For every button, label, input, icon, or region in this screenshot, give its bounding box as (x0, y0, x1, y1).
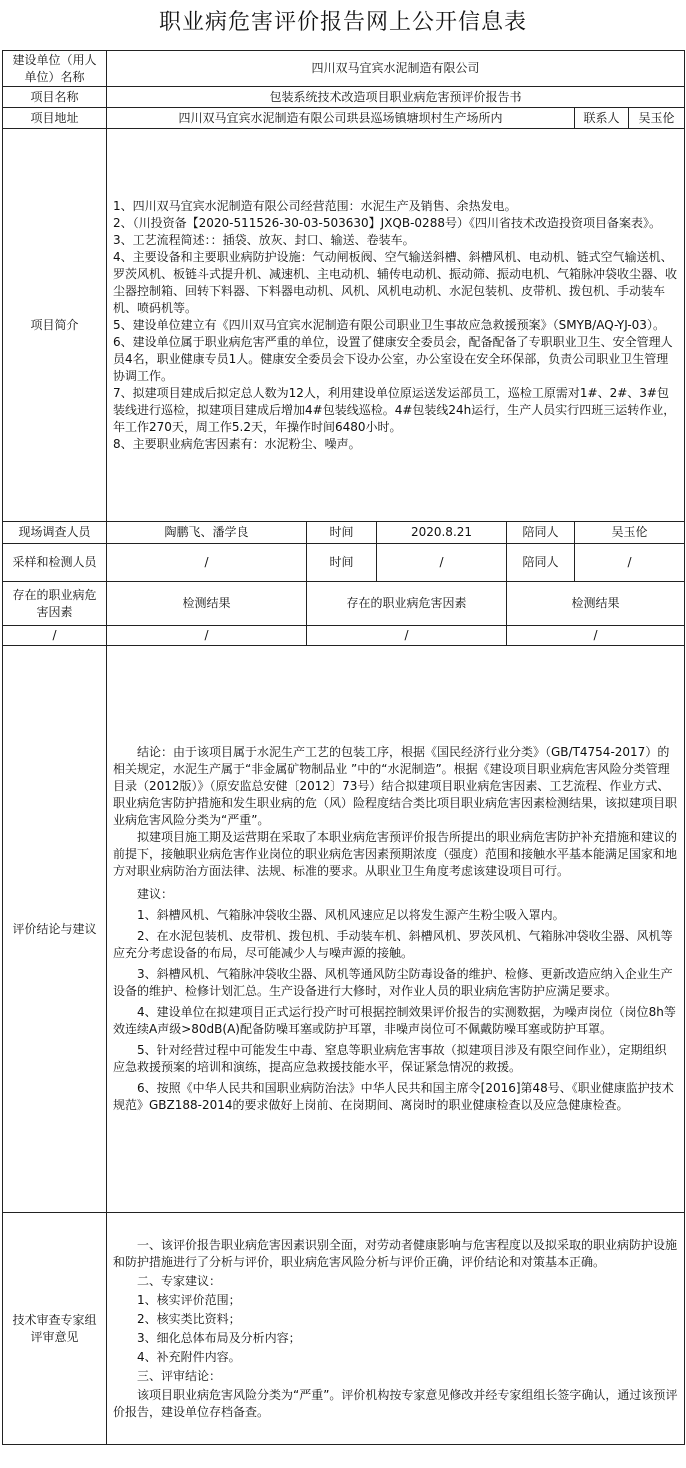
summary-para: 2、（川投资备【2020-511526-30-03-503630】JXQB-0288号）《四川省技术改造投资项目备案表》。 (113, 215, 661, 230)
summary-para: 4、主要设备和主要职业病防护设施：气动闸板阀、空气输送斜槽、斜槽风机、电动机、链式空气输送机、罗茨风机、板链斗式提升机、减速机、主电动机、辅传电动机、振动筛、振动电机、气箱脉冲袋收尘器、收尘器控制箱、回转下料器、下料器电动机、风机、风机电动机、水泥包装机、皮带机、拨包机、手动装车机、喷码机等。 (113, 249, 678, 315)
page-title: 职业病危害评价报告网上公开信息表 (158, 10, 527, 35)
summary-para: 5、建设单位建立有《四川双马宜宾水泥制造有限公司职业卫生事故应急救援预案》（SMYB/AQ-YJ-03）。 (113, 317, 665, 332)
summary-content (107, 129, 685, 522)
evaluation-para: 3、斜槽风机、气箱脉冲袋收尘器、风机等通风防尘防毒设备的维护、检修、更新改造应纳入企业生产设备的维护、检修计划汇总。生产设备进行大修时，对作业人员的职业病危害防护应满足要求。 (113, 967, 673, 998)
evaluation-label: 评价结论与建议 (3, 646, 107, 1213)
sampling-escort-label: 陪同人 (507, 544, 575, 582)
evaluation-para: 建议： (137, 887, 174, 901)
project-name-label: 项目名称 (3, 87, 107, 108)
contact-value: 吴玉伦 (629, 108, 685, 129)
review-para: 一、该评价报告职业病危害因素识别全面，对劳动者健康影响与危害程度以及拟采取的职业病防护设施和防护措施进行了分析与评价，职业病危害风险分析与评价正确，评价结论和对策基本正确。 (113, 1237, 678, 1269)
sampling-label: 采样和检测人员 (3, 544, 107, 582)
sampling-time-value: / (377, 544, 507, 582)
review-para: 该项目职业病危害风险分类为“严重”。评价机构按专家意见修改并经专家组组长签字确认，通过该预评价报告，建设单位存档备查。 (113, 1387, 678, 1419)
evaluation-para: 6、按照《中华人民共和国职业病防治法》中华人民共和国主席令[2016]第48号、《职业健康监护技术规范》GBZ188-2014的要求做好上岗前、在岗期间、离岗时的职业健康检查以及应急健康检查。 (113, 1081, 674, 1112)
row-project-name (3, 87, 685, 108)
summary-para: 1、四川双马宜宾水泥制造有限公司经营范围：水泥生产及销售、余热发电。 (113, 198, 517, 213)
survey-time-label: 时间 (307, 522, 377, 544)
review-para: 3、细化总体布局及分析内容； (137, 1330, 301, 1345)
sampling-value: / (107, 544, 307, 582)
review-para: 2、核实类比资料； (137, 1311, 241, 1326)
hazards-value-3: / (307, 626, 507, 646)
evaluation-para: 1、斜槽风机、气箱脉冲袋收尘器、风机风速应足以将发生源产生粉尘吸入罩内。 (137, 908, 565, 922)
review-para: 三、评审结论： (137, 1368, 222, 1383)
review-para: 1、核实评价范围； (137, 1292, 241, 1307)
evaluation-content (107, 646, 685, 1213)
sampling-escort-value: / (575, 544, 685, 582)
hazards-value-2: / (107, 626, 307, 646)
hazards-label-1: 存在的职业病危害因素 (3, 582, 107, 626)
hazards-value-4: / (507, 626, 685, 646)
survey-time-value: 2020.8.21 (377, 522, 507, 544)
hazards-label-4: 检测结果 (507, 582, 685, 626)
summary-para: 3、工艺流程简述：：插袋、放灰、封口、输送、卷装车。 (113, 232, 415, 247)
row-summary (3, 129, 685, 522)
row-sampling (3, 544, 685, 582)
project-address-label: 项目地址 (3, 108, 107, 129)
row-evaluation (3, 646, 685, 1213)
review-content (107, 1213, 685, 1445)
evaluation-para: 拟建项目施工期及运营期在采取了本职业病危害预评价报告所提出的职业病危害防护补充措施和建议的前提下，接触职业病危害作业岗位的职业病危害因素预期浓度（强度）范围和接触水平基本能满足国家和地方对职业病防治方面法律、法规、标准的要求。从职业卫生角度考虑该建设项目可行。 (113, 830, 678, 878)
summary-para: 8、主要职业病危害因素有：水泥粉尘、噪声。 (113, 436, 361, 451)
evaluation-para: 5、针对经营过程中可能发生中毒、窒息等职业病危害事故（拟建项目涉及有限空间作业），定期组织应急救援预案的培训和演练，提高应急救援技能水平，保证紧急情况的救援。 (113, 1043, 667, 1074)
project-name-value: 包装系统技术改造项目职业病危害预评价报告书 (107, 87, 685, 108)
review-para: 4、补充附件内容。 (137, 1349, 241, 1364)
row-survey (3, 522, 685, 544)
row-project-address (3, 108, 685, 129)
unit-value: 四川双马宜宾水泥制造有限公司 (107, 51, 685, 87)
hazards-label-3: 存在的职业病危害因素 (307, 582, 507, 626)
evaluation-para: 2、在水泥包装机、皮带机、拨包机、手动装车机、斜槽风机、罗茨风机、气箱脉冲袋收尘器、风机等应充分考虑设备的布局，尽可能减少人与噪声源的接触。 (113, 929, 673, 960)
survey-label: 现场调查人员 (3, 522, 107, 544)
summary-label: 项目简介 (3, 129, 107, 522)
info-table (2, 50, 685, 1445)
sampling-time-label: 时间 (307, 544, 377, 582)
review-para: 二、专家建议： (137, 1273, 222, 1288)
survey-escort-value: 吴玉伦 (575, 522, 685, 544)
hazards-label-2: 检测结果 (107, 582, 307, 626)
summary-para: 6、建设单位属于职业病危害严重的单位，设置了健康安全委员会，配备配备了专职职业卫生、安全管理人员4名，职业健康专员1人。健康安全委员会下设办公室，办公室设在安全环保部，负责公司职业卫生管理协调工作。 (113, 334, 673, 383)
survey-escort-label: 陪同人 (507, 522, 575, 544)
survey-value: 陶鹏飞、潘学良 (107, 522, 307, 544)
hazards-value-1: / (3, 626, 107, 646)
row-hazards-values (3, 626, 685, 646)
contact-label: 联系人 (575, 108, 629, 129)
unit-label: 建设单位（用人单位）名称 (3, 51, 107, 87)
review-label: 技术审查专家组评审意见 (3, 1213, 107, 1445)
evaluation-para: 4、建设单位在拟建项目正式运行投产时可根据控制效果评价报告的实测数据，为噪声岗位（岗位8h等效连续A声级>80dB(A)配备防噪耳塞或防护耳罩，非噪声岗位可不佩戴防噪耳塞或防护耳罩。 (113, 1005, 676, 1036)
row-review (3, 1213, 685, 1445)
row-hazards-header (3, 582, 685, 626)
evaluation-para: 结论：由于该项目属于水泥生产工艺的包装工序，根据《国民经济行业分类》（GB/T4754-2017）的相关规定，水泥生产属于“非金属矿物制品业 ”中的“水泥制造”。根据《建设项目职业病危害风险分类管理目录（2012版）》（原安监总安健〔2012〕73号）结合拟建项目职业病危害因素、工艺流程、作业方式、职业病危害防护措施和发生职业病的危（风）险程度结合类比项目职业病危害因素检测结果，该拟建项目职业病危害风险分类为“严重”。 (113, 745, 678, 827)
summary-para: 7、拟建项目建成后拟定总人数为12人，利用建设单位原运送发运部员工，巡检工原需对1#、2#、3#包装线进行巡检，拟建项目建成后增加4#包装线巡检。4#包装线24h运行，生产人员实行四班三运转作业，年工作270天，周工作5.2天，年操作时间6480小时。 (113, 385, 676, 434)
project-address-value: 四川双马宜宾水泥制造有限公司珙县巡场镇塘坝村生产场所内 (107, 108, 575, 129)
row-unit (3, 51, 685, 87)
